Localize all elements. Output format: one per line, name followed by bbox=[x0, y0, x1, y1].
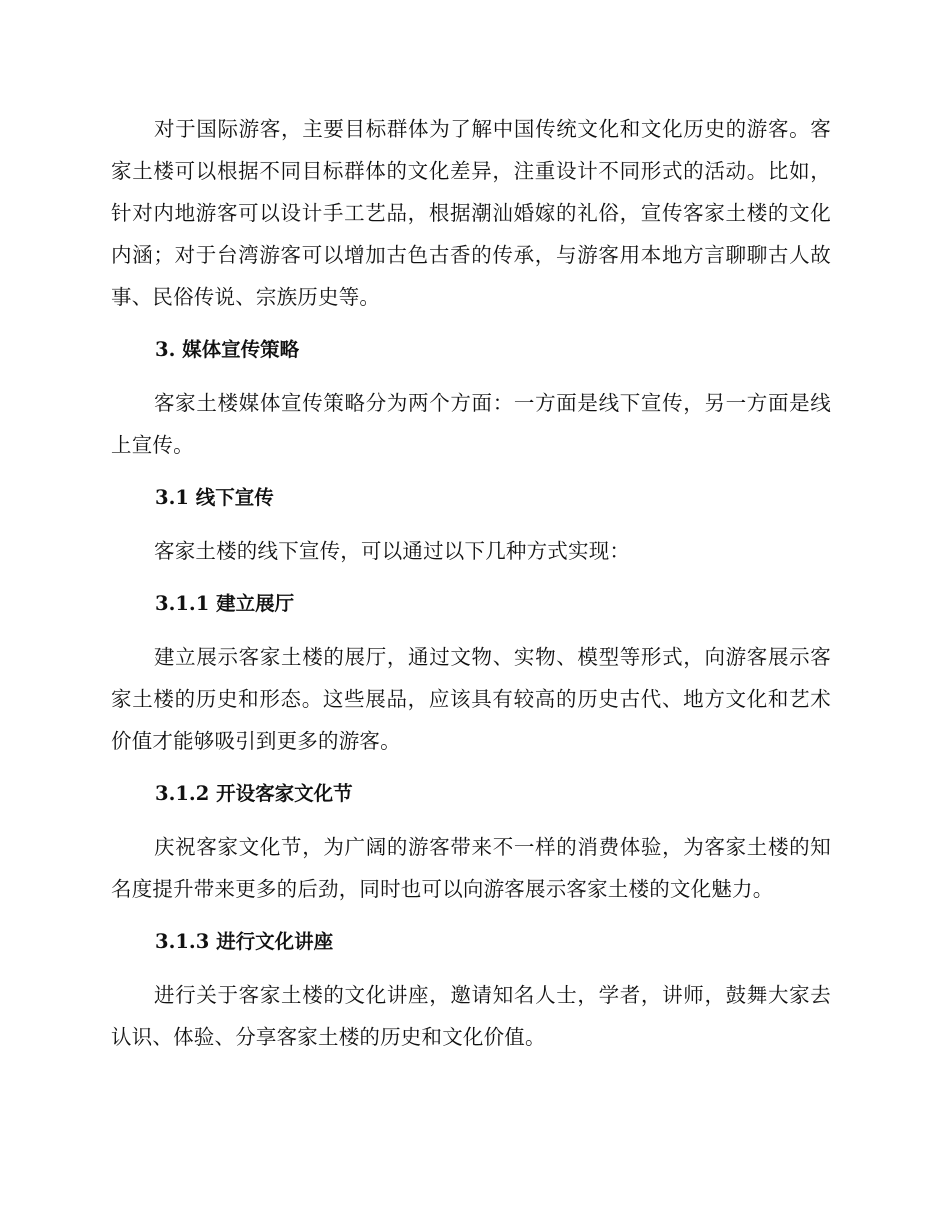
paragraph-offline-promotion: 客家土楼的线下宣传，可以通过以下几种方式实现： bbox=[154, 539, 631, 563]
heading-culture-lecture: 3.1.3 进行文化讲座 bbox=[155, 930, 334, 953]
paragraph-exhibition-hall: 建立展示客家土楼的展厅，通过文物、实物、模型等形式，向游客展示客家土楼的历史和形态。这些展品，应该具有较高的历史古代、地方文化和艺术价值才能够吸引到更多的游客。 bbox=[111, 645, 831, 753]
heading-culture-festival: 3.1.2 开设客家文化节 bbox=[155, 782, 353, 805]
paragraph-media-strategy: 客家土楼媒体宣传策略分为两个方面：一方面是线下宣传，另一方面是线上宣传。 bbox=[111, 391, 831, 457]
paragraph-culture-festival: 庆祝客家文化节，为广阔的游客带来不一样的消费体验，为客家土楼的知名度提升带来更多的后劲，同时也可以向游客展示客家土楼的文化魅力。 bbox=[111, 835, 831, 901]
heading-offline-promotion: 3.1 线下宣传 bbox=[155, 486, 274, 509]
paragraph-intro: 对于国际游客，主要目标群体为了解中国传统文化和文化历史的游客。客家土楼可以根据不同目标群体的文化差异，注重设计不同形式的活动。比如，针对内地游客可以设计手工艺品，根据潮汕婚嫁的礼俗，宣传客家土楼的文化内涵；对于台湾游客可以增加古色古香的传承，与游客用本地方言聊聊古人故事、民俗传说、宗族历史等。 bbox=[111, 117, 831, 309]
heading-media-strategy: 3. 媒体宣传策略 bbox=[155, 338, 300, 361]
heading-exhibition-hall: 3.1.1 建立展厅 bbox=[155, 592, 295, 615]
document-page bbox=[111, 108, 831, 1058]
paragraph-culture-lecture: 进行关于客家土楼的文化讲座，邀请知名人士，学者，讲师，鼓舞大家去认识、体验、分享客家土楼的历史和文化价值。 bbox=[111, 983, 831, 1049]
